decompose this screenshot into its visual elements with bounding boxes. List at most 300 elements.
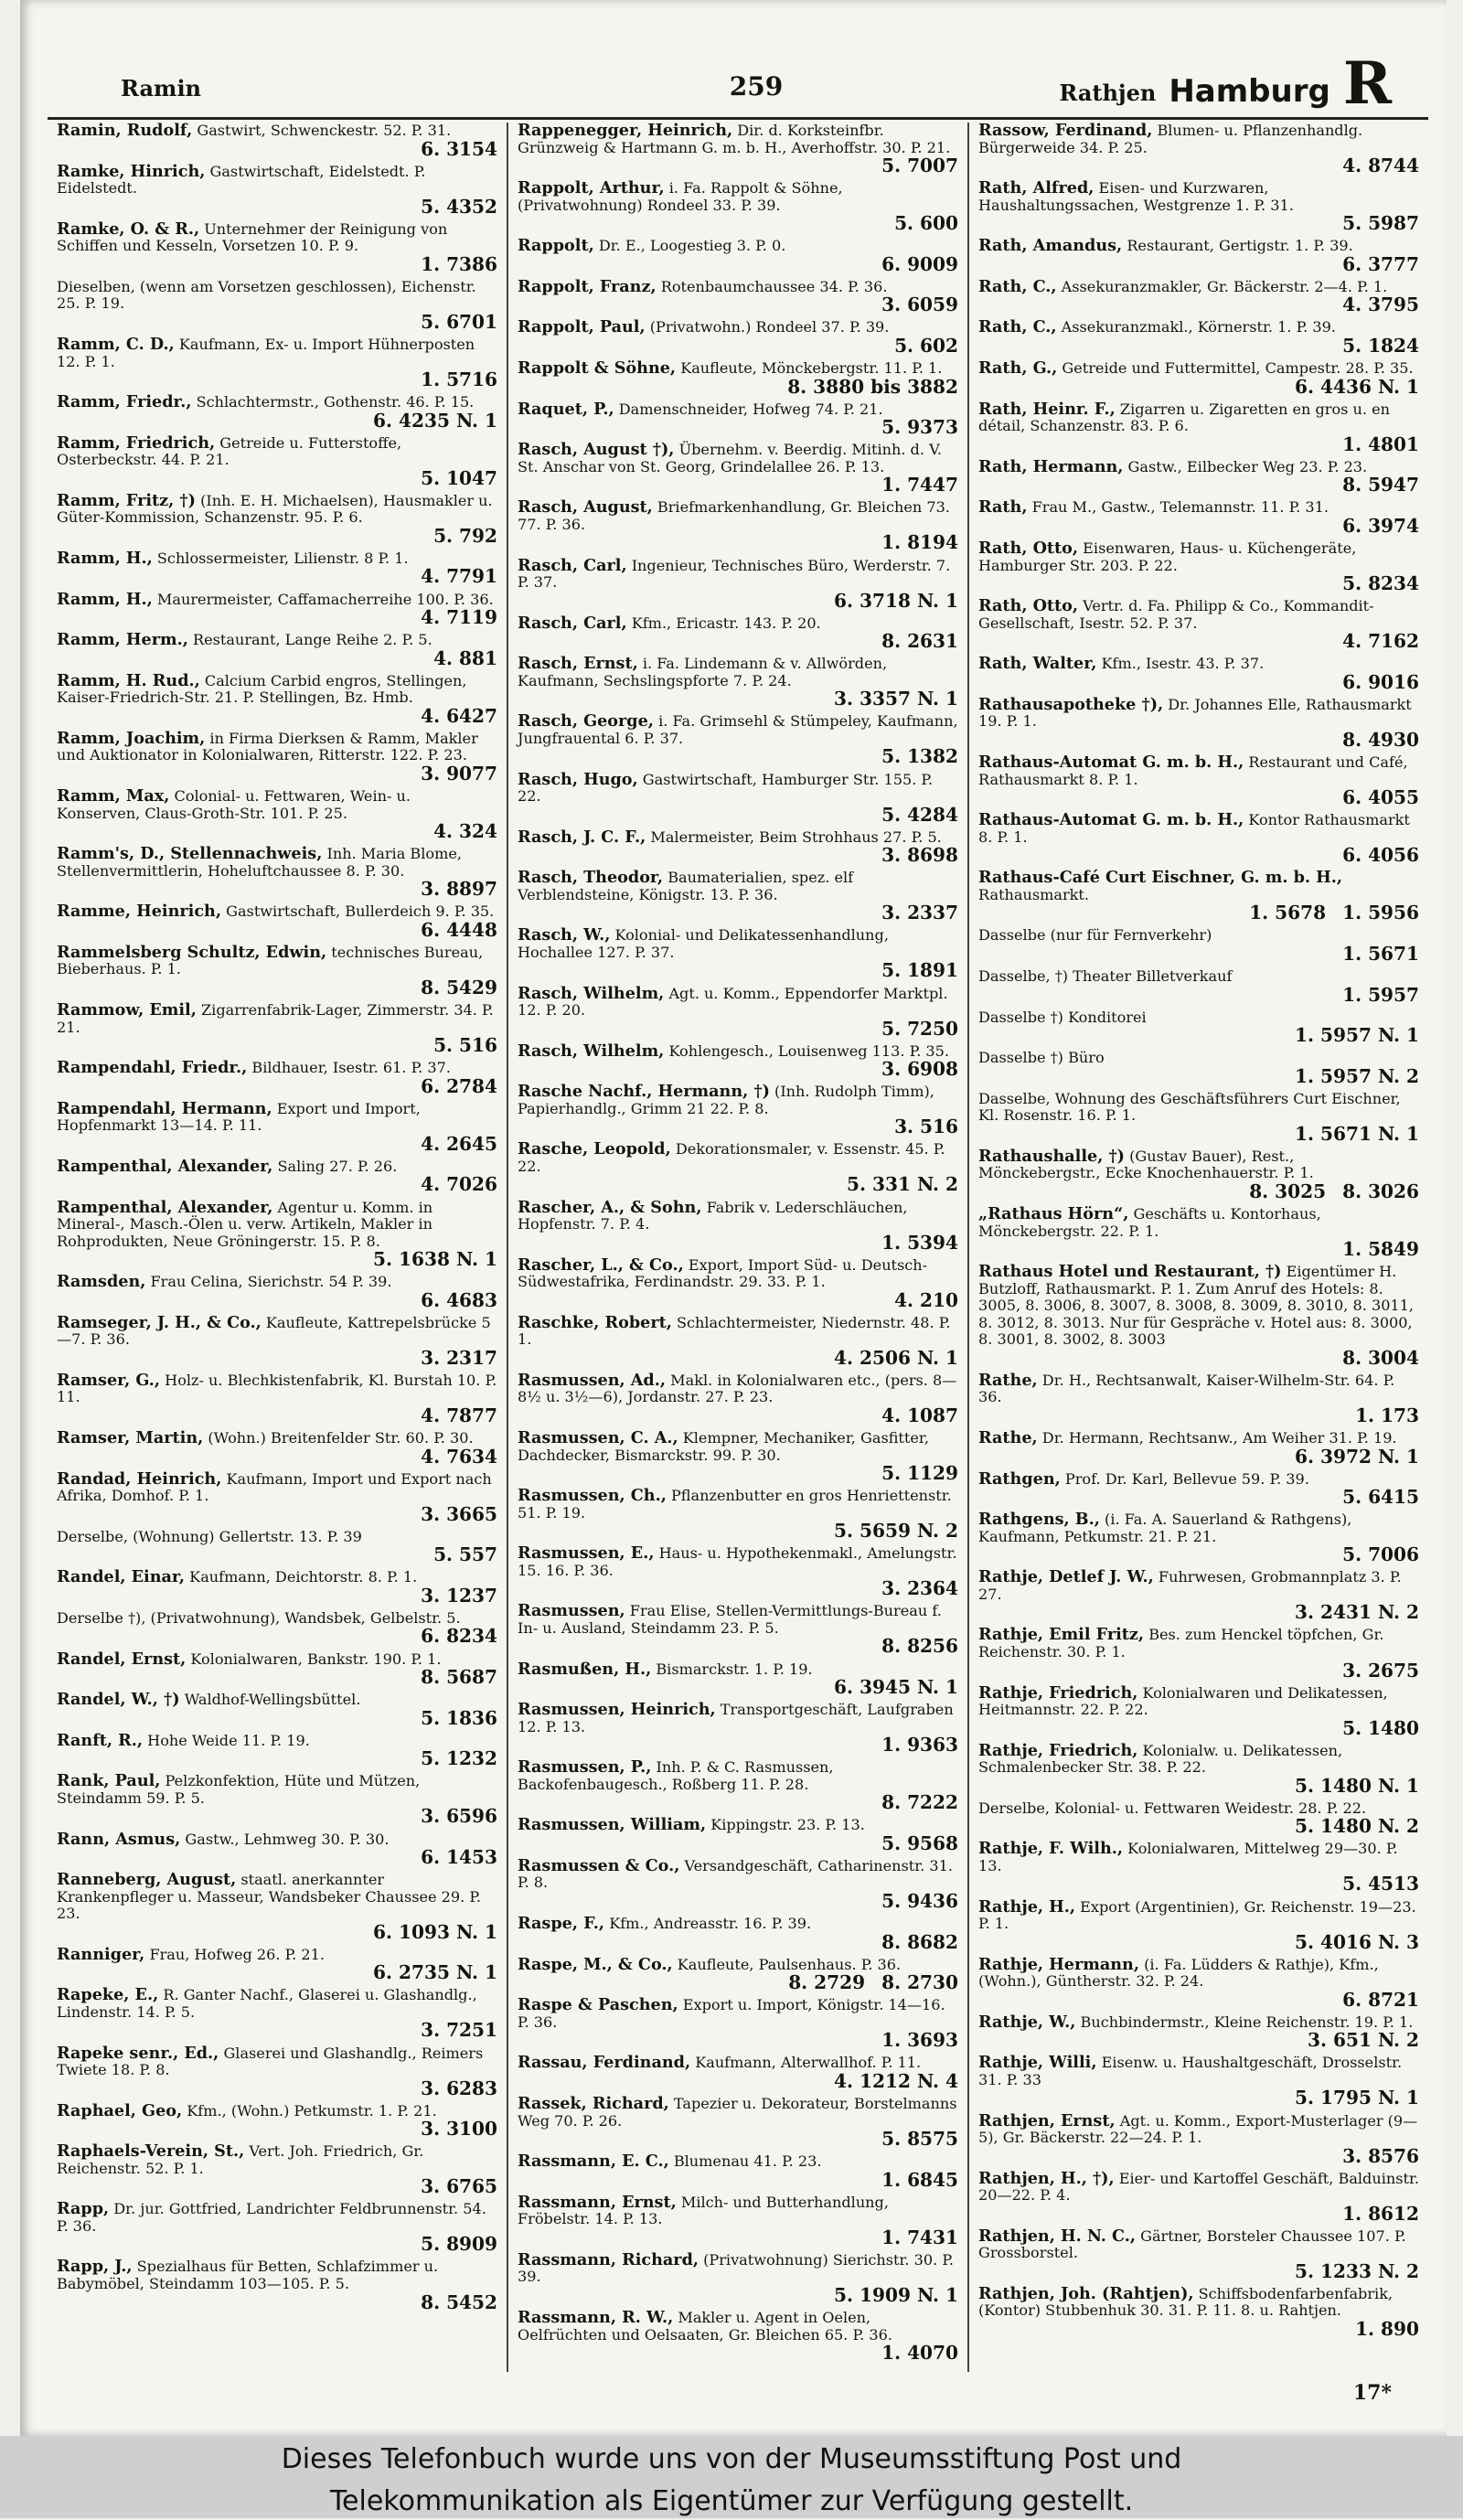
entry-phones — [978, 336, 1419, 355]
phone-number: 4. 2645 — [421, 1132, 497, 1155]
entry-phones — [518, 531, 958, 554]
directory-entry — [978, 1511, 1419, 1564]
entry-details: Derselbe, (Wohnung) Gellertstr. 13. P. 39 — [57, 1527, 362, 1545]
entry-phones — [978, 1815, 1419, 1838]
entry-name: Ramm's, D., Stellennachweis, — [57, 844, 323, 864]
phone-number: 4. 7791 — [421, 565, 497, 588]
entry-name: Rammow, Emil, — [57, 1000, 197, 1020]
phone-number: 6. 8721 — [1342, 1988, 1419, 2011]
entry-name: Rasch, Wilhelm, — [518, 983, 665, 1003]
entry-details: Kaufmann, Deichtorstr. 8. P. 1. — [189, 1568, 418, 1586]
directory-entry — [518, 1486, 958, 1543]
phone-number: 5. 600 — [894, 212, 958, 235]
entry-name: Rasmussen, E., — [518, 1543, 655, 1564]
entry-details: Derselbe †), (Privatwohnung), Wandsbek, Gelbelstr. 5. — [57, 1608, 461, 1627]
entry-details: i. Fa. Rappolt & Söhne, (Privatwohnung) Rondeel 33. P. 39. — [518, 179, 843, 214]
entry-name: Rathaus-Automat G. m. b. H., — [978, 753, 1244, 773]
entry-phones — [518, 2283, 958, 2306]
entry-details: Fabrik v. Lederschläuchen, Hopfenstr. 7. P. 4. — [518, 1198, 908, 1233]
entry-details: Dasselbe, †) Theater Billetverkauf — [978, 967, 1233, 985]
directory-entry — [978, 1204, 1419, 1261]
entry-details: Transportgeschäft, Laufgraben 12. P. 13. — [518, 1701, 954, 1735]
entry-phones — [57, 1747, 497, 1770]
entry-phones — [518, 474, 958, 497]
entry-details: Eisen- und Kurzwaren, Haushaltungssachen, Westgrenze 1. P. 31. — [978, 179, 1294, 214]
entry-details: Kfm., (Wohn.) Petkumstr. 1. P. 21. — [187, 2101, 437, 2120]
directory-entry — [518, 497, 958, 554]
entry-details: Dr. E., Loogestieg 3. P. 0. — [598, 237, 786, 255]
entry-details: Assekuranzmakl., Körnerstr. 1. P. 39. — [1061, 318, 1336, 336]
directory-entry — [57, 942, 497, 998]
entry-name: Rampendahl, Hermann, — [57, 1098, 272, 1118]
phone-number: 6. 3972 N. 1 — [1295, 1445, 1419, 1468]
phone-number: 5. 7006 — [1342, 1543, 1419, 1566]
entry-details: Dasselbe (nur für Fernverkehr) — [978, 926, 1212, 945]
entry-details: Damenschneider, Hofweg 74. P. 21. — [618, 400, 883, 418]
phone-number: 3. 9077 — [421, 762, 497, 785]
entry-phones — [978, 212, 1419, 235]
entry-name: Rasmussen, P., — [518, 1757, 652, 1778]
directory-entry — [518, 1372, 958, 1425]
phone-number: 5. 1836 — [421, 1706, 497, 1729]
entry-name: Rasche, Leopold, — [518, 1139, 671, 1159]
entry-phones — [518, 2228, 958, 2247]
phone-number: 8. 3880 bis 3882 — [787, 375, 958, 398]
entry-name: Rasche Nachf., Hermann, †) — [518, 1082, 770, 1102]
directory-entry — [518, 1661, 958, 1697]
directory-entry — [57, 1529, 497, 1564]
phone-number: 6. 9009 — [881, 252, 958, 275]
entry-details: Glaserei und Glashandlg., Reimers Twiete 18. P. 8. — [57, 2044, 484, 2079]
directory-entry — [57, 670, 497, 727]
phone-number: 3. 6908 — [881, 1058, 958, 1081]
entry-details: Kolonial- und Delikatessenhandlung, Hochallee 127. P. 37. — [518, 926, 889, 961]
entry-details: Makler u. Agent in Oelen, Oelfrüchten und Oelsaaten, Gr. Bleichen 65. P. 36. — [518, 2309, 892, 2344]
entry-details: Kaufmann, Ex- u. Import Hühnerposten 12. P. 1. — [57, 335, 475, 370]
entry-name: Rasch, Wilhelm, — [518, 1041, 665, 1061]
phone-number: 1. 7447 — [881, 474, 958, 497]
directory-entry — [978, 1264, 1419, 1367]
entry-name: Rathje, Friedrich, — [978, 1740, 1138, 1760]
directory-entry — [518, 2308, 958, 2365]
directory-entry — [57, 1985, 497, 2042]
phone-number: 5. 6415 — [1342, 1486, 1419, 1509]
entry-name: Raspe, M., & Co., — [518, 1954, 673, 1974]
entry-name: Rathe, — [978, 1428, 1038, 1447]
entry-phones — [57, 310, 497, 333]
entry-name: Rasmussen & Co., — [518, 1855, 680, 1875]
phone-number: 4. 6427 — [421, 704, 497, 727]
entry-details: Colonial- u. Fettwaren, Wein- u. Konserven, Claus-Groth-Str. 101. P. 25. — [57, 787, 411, 822]
directory-entry — [57, 1098, 497, 1155]
phone-number: 5. 1824 — [1342, 334, 1419, 357]
entry-name: Rappenegger, Heinrich, — [518, 123, 733, 140]
entry-name: Rath, G., — [978, 358, 1058, 379]
entry-details: Blumenau 41. P. 23. — [673, 2152, 822, 2171]
phone-number: 5. 6701 — [421, 310, 497, 333]
entry-name: Rath, — [978, 497, 1028, 518]
entry-name: Rassau, Ferdinand, — [518, 2053, 691, 2073]
entry-phones — [57, 1805, 497, 1828]
phone-number: 5. 1480 — [1342, 1716, 1419, 1739]
column-1 — [48, 123, 507, 2372]
entry-phones — [57, 2019, 497, 2042]
entry-phones — [57, 1586, 497, 1605]
phone-number: 8. 5429 — [421, 976, 497, 998]
entry-details: Bes. zum Henckel töpfchen, Gr. Reichenstr. 30. P. 1. — [978, 1626, 1384, 1660]
entry-name: Randel, Einar, — [57, 1567, 186, 1587]
entry-name: Rath, Amandus, — [978, 236, 1123, 256]
entry-details: Dasselbe †) Büro — [978, 1049, 1105, 1067]
entry-phones — [57, 606, 497, 629]
entry-phones — [978, 942, 1419, 965]
entry-details: Frau Elise, Stellen-Vermittlungs-Bureau f. In- u. Ausland, Steindamm 23. P. 5. — [518, 1602, 942, 1637]
entry-name: Rampenthal, Alexander, — [57, 1197, 273, 1217]
phone-number: 5. 9436 — [881, 1890, 958, 1912]
entry-name: Rasch, Hugo, — [518, 769, 638, 789]
entry-details: Vert. Joh. Friedrich, Gr. Reichenstr. 52. P. 1. — [57, 2142, 424, 2177]
entry-details: Versandgeschäft, Catharinenstr. 31. P. 8. — [518, 1856, 953, 1892]
entry-phones — [57, 2118, 497, 2141]
directory-entry — [978, 656, 1419, 691]
entry-details: Dekorationsmaler, v. Essenstr. 45. P. 22. — [518, 1140, 945, 1175]
directory-entry — [518, 555, 958, 612]
page-mark: 17* — [1352, 2381, 1392, 2405]
entry-details: Calcium Carbid engros, Stellingen, Kaiser-Friedrich-Str. 21. P. Stellingen, Bz. Hmb. — [57, 671, 467, 707]
entry-phones — [57, 370, 497, 389]
directory-entry — [57, 1312, 497, 1369]
entry-phones — [57, 411, 497, 430]
entry-name: Rath, Otto, — [978, 596, 1079, 616]
entry-phones — [518, 959, 958, 982]
entry-phones — [518, 212, 958, 235]
columns — [48, 123, 1428, 2372]
header-first-name: Ramin — [121, 75, 202, 101]
entry-name: Rath, C., — [978, 276, 1057, 296]
entry-details: Dr. H., Rechtsanwalt, Kaiser-Wilhelm-Str. 64. P. 36. — [978, 1371, 1395, 1406]
entry-details: Klempner, Mechaniker, Gasfitter, Dachdecker, Bismarckstr. 99. P. 30. — [518, 1429, 929, 1464]
phone-number: 6. 3154 — [421, 137, 497, 160]
entry-name: Rann, Asmus, — [57, 1829, 181, 1849]
directory-entry — [518, 615, 958, 651]
entry-details: Malermeister, Beim Strohhaus 27. P. 5. — [650, 828, 942, 846]
phone-number: 8. 2729 — [788, 1971, 866, 1994]
entry-name: Rathausapotheke †), — [978, 694, 1164, 714]
entry-phones — [518, 1791, 958, 1814]
directory-entry — [978, 2283, 1419, 2340]
entry-phones — [57, 195, 497, 218]
phone-number: 6. 3945 N. 1 — [834, 1676, 958, 1699]
phone-number: 6. 9016 — [1342, 670, 1419, 693]
entry-phones — [978, 1930, 1419, 1953]
entry-details: Hohe Weide 11. P. 19. — [147, 1731, 310, 1749]
directory-entry — [57, 903, 497, 939]
entry-phones — [978, 2317, 1419, 2340]
directory-entry — [57, 728, 497, 785]
entry-phones — [57, 1248, 497, 1271]
entry-details: Buchbindermstr., Kleine Reichenstr. 19. P. 1. — [1080, 2013, 1414, 2031]
phone-number: 5. 9568 — [881, 1831, 958, 1854]
phone-number: 5. 516 — [433, 1034, 497, 1057]
phone-number: 5. 1129 — [881, 1462, 958, 1485]
entry-phones — [978, 375, 1419, 398]
entry-phones — [978, 1024, 1419, 1047]
directory-entry — [978, 1009, 1419, 1045]
entry-phones — [57, 1666, 497, 1689]
entry-name: Ramm, C. D., — [57, 334, 175, 354]
entry-details: Dr. Johannes Elle, Rathausmarkt 19. P. 1. — [978, 695, 1412, 731]
directory-entry — [978, 456, 1419, 497]
directory-entry — [518, 2055, 958, 2090]
page-header — [121, 49, 1392, 118]
directory-entry — [978, 319, 1419, 355]
entry-phones — [518, 1462, 958, 1485]
directory-entry — [57, 221, 497, 273]
entry-phones — [518, 1892, 958, 1910]
entry-phones — [57, 764, 497, 783]
phone-number: 8. 2631 — [881, 630, 958, 653]
directory-entry — [518, 829, 958, 865]
entry-details: Pflanzenbutter en gros Henriettenstr. 51. P. 19. — [518, 1487, 952, 1522]
phone-number: 5. 4284 — [881, 803, 958, 826]
phone-number: 5. 1232 — [421, 1747, 497, 1770]
entry-name: Rapeke, E., — [57, 1985, 159, 2005]
entry-name: Rascher, L., & Co., — [518, 1255, 684, 1275]
phone-number: 3. 2364 — [881, 1577, 958, 1600]
entry-phones — [978, 295, 1419, 314]
phone-number: 1. 173 — [1355, 1404, 1419, 1426]
directory-entry — [518, 870, 958, 922]
entry-details: Export und Import, Hopfenmarkt 13—14. P. 11. — [57, 1099, 421, 1135]
entry-details: Kippingstr. 23. P. 13. — [710, 1816, 865, 1834]
entry-phones — [57, 704, 497, 727]
directory-entry — [978, 178, 1419, 235]
entry-name: Ramm, Friedr., — [57, 392, 192, 412]
entry-name: Ramm, H. Rud., — [57, 670, 200, 690]
phone-number: 1. 890 — [1355, 2317, 1419, 2340]
phone-number: 3. 8576 — [1342, 2144, 1419, 2167]
phone-number: 6. 4436 N. 1 — [1295, 375, 1419, 398]
entry-name: Rathje, Detlef J. W., — [978, 1567, 1154, 1587]
entry-details: Makl. in Kolonialwaren etc., (pers. 8—8½ u. 3½—6), Jordanstr. 27. P. 23. — [518, 1371, 957, 1406]
entry-phones — [978, 432, 1419, 455]
directory-entry — [518, 1428, 958, 1485]
directory-entry — [57, 1060, 497, 1095]
entry-name: Ranft, R., — [57, 1730, 144, 1750]
entry-details: Holz- u. Blechkistenfabrik, Kl. Burstah 10. P. 11. — [57, 1371, 497, 1406]
directory-entry — [518, 1855, 958, 1912]
directory-entry — [978, 694, 1419, 751]
phone-number: 5. 1909 N. 1 — [834, 2283, 958, 2306]
entry-details: Kolonialw. u. Delikatessen, Schmalenbecker Str. 38. P. 22. — [978, 1741, 1343, 1777]
entry-phones — [518, 589, 958, 612]
directory-entry — [57, 336, 497, 389]
entry-phones — [57, 1406, 497, 1425]
entry-phones — [518, 1017, 958, 1040]
phone-number: 8. 3004 — [1342, 1346, 1419, 1369]
entry-phones — [57, 2175, 497, 2198]
entry-phones — [518, 745, 958, 768]
entry-name: Ranniger, — [57, 1944, 145, 1964]
directory-entry — [518, 1601, 958, 1658]
phone-number: 5. 1891 — [881, 959, 958, 982]
entry-details: Agt. u. Komm., Export-Musterlager (9—5), Gr. Bäckerstr. 22—24. P. 1. — [978, 2111, 1418, 2147]
entry-name: Ramke, Hinrich, — [57, 161, 206, 181]
entry-details: (Inh. E. H. Michaelsen), Hausmakler u. Güter-Kommission, Schanzenstr. 95. P. 6. — [57, 491, 493, 527]
entry-phones — [978, 903, 1419, 922]
entry-name: Ramm, Herm., — [57, 630, 188, 650]
entry-details: Inh. P. & C. Rasmussen, Backofenbaugesch., Roßberg 11. P. 28. — [518, 1758, 834, 1793]
phone-number: 6. 4235 N. 1 — [373, 409, 497, 432]
column-3 — [967, 123, 1428, 2372]
entry-phones — [57, 466, 497, 489]
phone-number: 5. 7007 — [881, 155, 958, 177]
entry-details: Getreide und Futtermittel, Campestr. 28. P. 35. — [1062, 359, 1414, 378]
entry-phones — [978, 574, 1419, 593]
directory-entry — [57, 2258, 497, 2311]
entry-phones — [57, 1034, 497, 1057]
phone-number: 6. 8234 — [421, 1625, 497, 1648]
entry-details: Tapezier u. Dekorateur, Borstelmanns Weg 70. P. 26. — [518, 2095, 957, 2130]
entry-details: Zigarren u. Zigaretten en gros u. en détail, Schanzenstr. 83. P. 6. — [978, 400, 1391, 435]
phone-number: 8. 7222 — [881, 1791, 958, 1814]
entry-name: Ranneberg, August, — [57, 1870, 237, 1890]
entry-name: Rathje, Hermann, — [978, 1954, 1139, 1974]
entry-name: Ramser, Martin, — [57, 1428, 204, 1447]
entry-phones — [518, 252, 958, 275]
entry-name: Rathe, — [978, 1370, 1038, 1390]
directory-entry — [978, 2228, 1419, 2280]
phone-number: 3. 2431 N. 2 — [1295, 1601, 1419, 1624]
entry-phones — [57, 1706, 497, 1729]
entry-details: Blumen- u. Pflanzenhandlg. Bürgerweide 34. P. 25. — [978, 123, 1363, 156]
entry-phones — [57, 565, 497, 588]
entry-details: Spezialhaus für Betten, Schlafzimmer u. Babymöbel, Steindamm 103—105. P. 5. — [57, 2258, 439, 2292]
directory-entry — [978, 927, 1419, 963]
entry-details: Unternehmer der Reinigung von Schiffen und Kesseln, Vorsetzen 10. P. 9. — [57, 219, 448, 255]
entry-details: Getreide u. Futterstoffe, Osterbeckstr. 44. P. 21. — [57, 433, 402, 469]
entry-name: Rathgen, — [978, 1468, 1061, 1489]
phone-number: 5. 602 — [894, 334, 958, 357]
entry-name: Rappolt, Paul, — [518, 317, 646, 337]
directory-entry — [978, 540, 1419, 593]
entry-details: Ingenieur, Technisches Büro, Werderstr. 7. P. 37. — [518, 556, 951, 592]
phone-number: 5. 5987 — [1342, 212, 1419, 235]
entry-details: Kaufmann, Alterwallhof. P. 11. — [695, 2054, 922, 2072]
phone-number: 6. 1453 — [421, 1846, 497, 1869]
entry-phones — [978, 1447, 1419, 1466]
phone-number: 1. 9363 — [881, 1734, 958, 1757]
entry-details: Gastwirtschaft, Hamburger Str. 155. P. 22. — [518, 770, 934, 806]
entry-details: Derselbe, Kolonial- u. Fettwaren Weidestr. 28. P. 22. — [978, 1799, 1367, 1817]
directory-entry — [978, 360, 1419, 396]
header-city: Hamburg — [1169, 73, 1330, 110]
directory-entry — [978, 2014, 1419, 2050]
entry-phones — [518, 295, 958, 314]
entry-phones — [978, 2202, 1419, 2225]
phone-number: 8. 5452 — [421, 2290, 497, 2313]
entry-details: Saling 27. P. 26. — [277, 1157, 398, 1175]
phone-number: 4. 7119 — [421, 606, 497, 629]
directory-entry — [57, 786, 497, 843]
entry-phones — [57, 646, 497, 669]
entry-phones — [57, 1132, 497, 1155]
directory-entry — [57, 589, 497, 629]
entry-name: Randad, Heinrich, — [57, 1468, 222, 1489]
entry-name: Ramser, G., — [57, 1370, 161, 1390]
entry-name: Rathje, W., — [978, 2012, 1076, 2032]
entry-phones — [978, 1874, 1419, 1893]
entry-phones — [978, 786, 1419, 809]
entry-phones — [518, 336, 958, 355]
entry-name: Ramseger, J. H., & Co., — [57, 1312, 262, 1332]
entry-phones — [518, 375, 958, 398]
entry-name: Rath, C., — [978, 317, 1057, 337]
column-2 — [507, 123, 967, 2372]
directory-entry — [57, 394, 497, 430]
phone-number: 5. 1233 N. 2 — [1295, 2259, 1419, 2282]
phone-number: 6. 1093 N. 1 — [373, 1920, 497, 1943]
directory-entry — [978, 1372, 1419, 1425]
phone-number: 5. 5659 N. 2 — [834, 1520, 958, 1543]
entry-details: Agt. u. Komm., Eppendorfer Marktpl. 12. P. 20. — [518, 984, 948, 1020]
entry-phones — [518, 2342, 958, 2365]
footer-line-2: Telekommunikation als Eigentümer zur Verfügung gestellt. — [329, 2485, 1134, 2517]
entry-name: Rasch, August, — [518, 497, 653, 518]
entry-phones — [978, 1774, 1419, 1797]
footer-notice — [0, 2436, 1463, 2518]
directory-entry — [57, 1944, 497, 1984]
entry-phones — [57, 1920, 497, 1943]
directory-entry — [518, 656, 958, 708]
phone-number: 5. 792 — [433, 524, 497, 547]
directory-entry — [978, 1430, 1419, 1466]
entry-name: Rappolt, Franz, — [518, 276, 657, 296]
directory-entry — [518, 1954, 958, 1994]
phone-number: 8. 4930 — [1342, 728, 1419, 751]
entry-name: Randel, W., †) — [57, 1690, 180, 1710]
entry-phones — [57, 1288, 497, 1311]
entry-name: Rassmann, Richard, — [518, 2249, 699, 2269]
entry-details: in Firma Dierksen & Ramm, Makler und Auktionator in Kolonialwaren, Ritterstr. 122. P. 23. — [57, 729, 478, 764]
directory-entry — [57, 279, 497, 331]
entry-name: Ramm, H., — [57, 548, 153, 568]
entry-phones — [518, 2029, 958, 2052]
header-rule — [48, 117, 1428, 120]
directory-entry — [518, 1700, 958, 1757]
entry-details: Gastwirt, Schwenckestr. 52. P. 31. — [197, 123, 452, 139]
entry-details: Kfm., Andreasstr. 16. P. 39. — [609, 1915, 812, 1933]
phone-number: 3. 1237 — [421, 1584, 497, 1607]
entry-details: i. Fa. Lindemann & v. Allwörden, Kaufmann, Sechslingspforte 7. P. 24. — [518, 655, 888, 689]
directory-entry — [57, 161, 497, 218]
phone-number: 1. 5671 N. 1 — [1295, 1122, 1419, 1145]
entry-phones — [978, 2144, 1419, 2167]
entry-details: Gastw., Eilbecker Weg 23. P. 23. — [1127, 457, 1368, 475]
phone-number: 8. 5687 — [421, 1666, 497, 1689]
entry-details: Schlachtermeister, Niedernstr. 48. P. 1. — [518, 1313, 951, 1349]
phone-number: 4. 7162 — [1342, 630, 1419, 653]
entry-phones — [978, 844, 1419, 867]
entry-details: Zigarrenfabrik-Lager, Zimmerstr. 34. P. 21. — [57, 1001, 494, 1036]
directory-entry — [518, 319, 958, 355]
directory-entry — [978, 2168, 1420, 2225]
entry-phones — [978, 1346, 1419, 1369]
phone-number: 5. 1480 N. 1 — [1295, 1774, 1419, 1797]
entry-phones — [57, 1173, 497, 1196]
entry-phones — [57, 137, 497, 160]
entry-name: „Rathaus Hörn“, — [978, 1204, 1129, 1224]
